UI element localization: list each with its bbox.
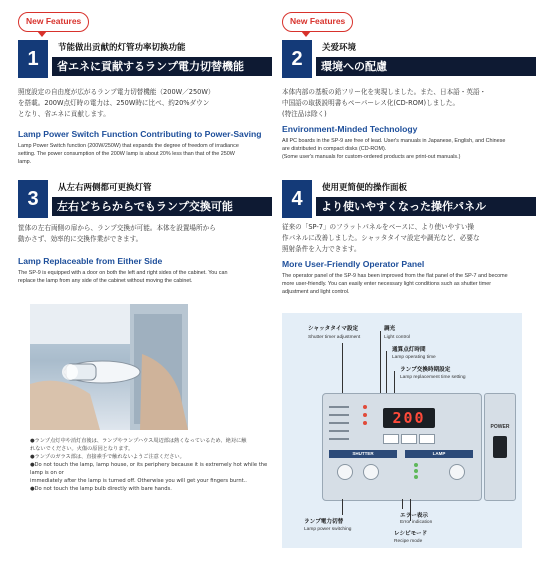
- light-control-label: 調光: [384, 326, 396, 332]
- set-button[interactable]: [401, 434, 417, 444]
- shutter-timer-label: シャッタタイマ設定: [308, 326, 359, 332]
- feature-4-header: [282, 180, 536, 218]
- power-unit: [484, 393, 516, 501]
- feature-title-jp: 省エネに貢献するランプ電力切替機能: [52, 57, 272, 76]
- feature-body-en: All PC boards in the SP-9 are free of lead. User's manuals in Japanese, English, and Chinese are distributed in compact disks (CD-ROM). (Some user's manuals for custom-ordered products are print-out manuals.): [282, 138, 506, 160]
- lamp-safety-notes: ●ランプ点灯中や消灯直後は、ランプやランプハウス周辺部は熱くなっているため、絶対に触 れないでください。火傷の原因となります。 ●ランプのガラス部は、直接素手で触れないようご注意ください。 ●Do not touch the lamp, lamp house, or its periphery because it is extremely hot while the lamp is on or immediately after the lamp is turned off. Otherwise you will get your fingers burnt.. ●Do not touch the lamp bulb directly with bare hands.: [30, 438, 268, 492]
- feature-title-en: Lamp Power Switch Function Contributing to Power-Saving: [18, 129, 262, 139]
- error-indication-label: エラー表示: [400, 513, 428, 519]
- feature-3-header: [18, 180, 272, 218]
- feature-2-header: [282, 40, 536, 78]
- feature-subtitle-cn: 使用更简便的操作面板: [322, 183, 408, 193]
- feature-number: 2: [282, 40, 312, 78]
- lamp-start-button[interactable]: [449, 464, 465, 480]
- lamp-status-leds: [413, 462, 441, 480]
- feature-body-en: The operator panel of the SP-9 has been improved from the flat panel of the SP-7 and become more user-friendly. You can easily enter necessary light conditions such as shutter timer adjustment and light control.: [282, 273, 508, 295]
- enter-button[interactable]: [419, 434, 435, 444]
- new-features-badge: New Features: [282, 12, 353, 32]
- feature-title-jp: より使いやすくなった操作パネル: [316, 197, 536, 216]
- feature-body-jp: 照度設定の自由度が広がるランプ電力切替機能（200W／250W） を搭載。200W点灯時の電力は、250W時に比べ、約20%ダウン となり、省エネに貢献します。: [18, 88, 215, 118]
- feature-body-en: The SP-9 is equipped with a door on both the left and right sides of the cabinet. You can replace the lamp from any side of the cabinet without moving the cabinet.: [18, 270, 228, 284]
- power-switch[interactable]: [493, 436, 507, 458]
- lamp-display: 200: [383, 408, 435, 428]
- lamp-operating-time-label: 通算点灯時間: [392, 347, 426, 353]
- lamp-replacement-photo: [30, 304, 188, 430]
- lamp-power-switch-label: ランプ電力切替: [304, 519, 344, 525]
- feature-body-jp: 従来の「SP-7」のフラットパネルをベースに、より使いやすい操 作パネルに改善しました。シャッタタイマ設定や調光など、必要な 照射条件を入力できます。: [282, 223, 480, 253]
- feature-body-en: Lamp Power Switch function (200W/250W) that expands the degree of freedom of irradiance setting. The power consumption of the 200W lamp is about 20% less than that of the 250W lamp.: [18, 143, 239, 165]
- lamp-replacement-label: ランプ交換時期設定: [400, 367, 451, 373]
- feature-body-jp: 本体内部の基板の鉛フリー化を実現しました。また、日本語・英語・ 中国語の取扱説明書もペーパーレス化(CD-ROM)しました。 (特注品は除く): [282, 88, 487, 118]
- lamp-section-label: LAMP: [405, 450, 473, 458]
- feature-number: 1: [18, 40, 48, 78]
- feature-title-en: Lamp Replaceable from Either Side: [18, 256, 163, 266]
- feature-number: 4: [282, 180, 312, 218]
- feature-subtitle-cn: 节能做出贡献的灯管功率切换功能: [58, 43, 186, 53]
- shutter-open-button[interactable]: [337, 464, 353, 480]
- status-leds: [329, 404, 373, 442]
- feature-title-en: More User-Friendly Operator Panel: [282, 259, 425, 269]
- operator-panel-diagram: シャッタタイマ設定 Shutter timer adjustment 調光 Light control 通算点灯時間 Lamp operating time ランプ交換時期設定 Lamp replacement time setting 200 SHUTTER LAMP POWER ランプ電力切替 Lamp power switching エラー表示 Error indication レシピモード Recipe mode: [282, 313, 522, 548]
- new-features-badge: New Features: [18, 12, 89, 32]
- feature-1-header: [18, 40, 272, 78]
- feature-title-jp: 左右どちらからでもランプ交換可能: [52, 197, 272, 216]
- shutter-close-button[interactable]: [363, 464, 379, 480]
- power-label: POWER: [490, 424, 510, 430]
- recipe-mode-label: レシピモード: [394, 531, 428, 537]
- shutter-section-label: SHUTTER: [329, 450, 397, 458]
- feature-number: 3: [18, 180, 48, 218]
- feature-body-jp: 筐体の左右両側の扉から、ランプ交換が可能。本体を設置場所から 動かさず、効率的に交換作業ができます。: [18, 224, 216, 243]
- operator-panel: [322, 393, 482, 501]
- feature-title-jp: 環境への配慮: [316, 57, 536, 76]
- feature-title-en: Environment-Minded Technology: [282, 124, 418, 134]
- mode-button[interactable]: [383, 434, 399, 444]
- feature-subtitle-cn: 从左右两侧都可更换灯管: [58, 183, 152, 193]
- feature-subtitle-cn: 关爱环境: [322, 43, 357, 53]
